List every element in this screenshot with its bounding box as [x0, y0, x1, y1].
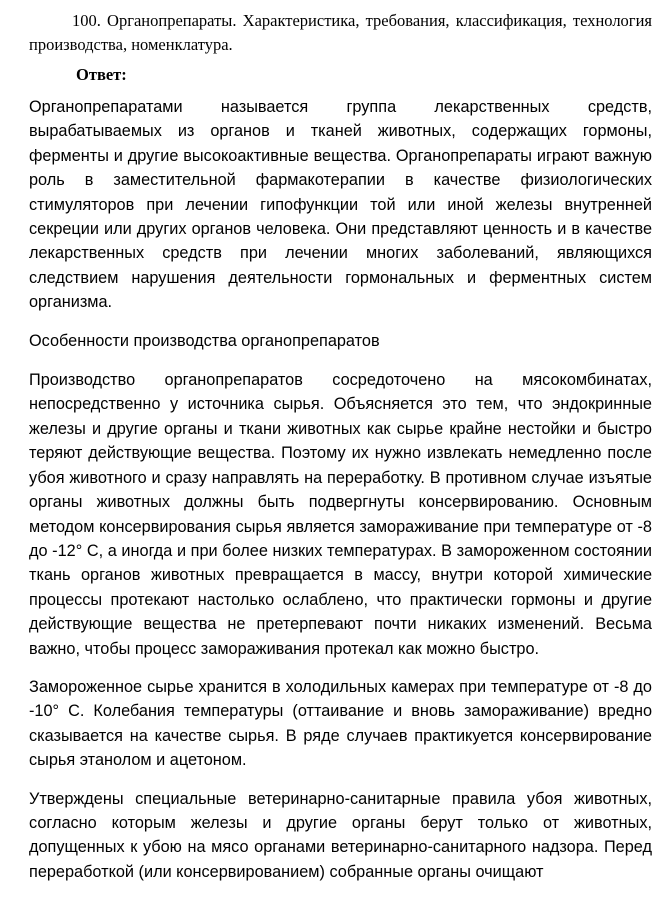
- paragraph-storage: Замороженное сырье хранится в холодильных камерах при температуре от -8 до -10° С. Колебания температуры (оттаивание и вновь замораживание) вредно сказывается на качестве сырья. В ряде случаев практикуется консервирование сырья этанолом и ацетоном.: [29, 677, 652, 770]
- paragraph-production: Производство органопрепаратов сосредоточено на мясокомбинатах, непосредственно у источника сырья. Объясняется это тем, что эндокринные железы и другие органы и ткани животных как сырье крайне нестойки и быстро теряют действующие вещества. Поэтому их нужно извлекать немедленно после убоя животного и сразу направлять на переработку. В противном случае изъятые органы животных должны быть подвергнуты консервированию. Основным методом консервирования сырья является замораживание при температуре от -8 до -12° С, а иногда и при более низких температурах. В замороженном состоянии ткань органов животных превращается в массу, внутри которой химические процессы протекают настолько ослаблено, что практически гормоны и другие действующие вещества не претерпевают почти никаких изменений. Весьма важно, чтобы процесс замораживания протекал как можно быстро.: [29, 371, 652, 658]
- paragraph-rules: Утверждены специальные ветеринарно-санитарные правила убоя животных, согласно которым железы и другие органы берут только от животных, допущенных к убою на мясо органами ветеринарно-санитарного надзора. Перед переработкой (или консервированием) собранные органы очищают: [29, 789, 652, 881]
- answer-label: Ответ:: [76, 65, 127, 84]
- question-heading: 100. Органопрепараты. Характеристика, требования, классификация, технология производства, номенклатура.: [29, 11, 652, 54]
- document-page: [29, 0, 652, 884]
- section-subheading: Особенности производства органопрепаратов: [29, 331, 380, 350]
- paragraph-definition: Органопрепаратами называется группа лекарственных средств, вырабатываемых из органов и тканей животных, содержащих гормоны, ферменты и другие высокоактивные вещества. Органопрепараты играют важную роль в заместительной фармакотерапии в качестве физиологических стимуляторов при лечении гипофункции той или иной железы внутренней секреции или других органов человека. Они представляют ценность и в качестве лекарственных средств при лечении многих заболеваний, являющихся следствием нарушения деятельности гормональных и ферментных систем организма.: [29, 98, 652, 312]
